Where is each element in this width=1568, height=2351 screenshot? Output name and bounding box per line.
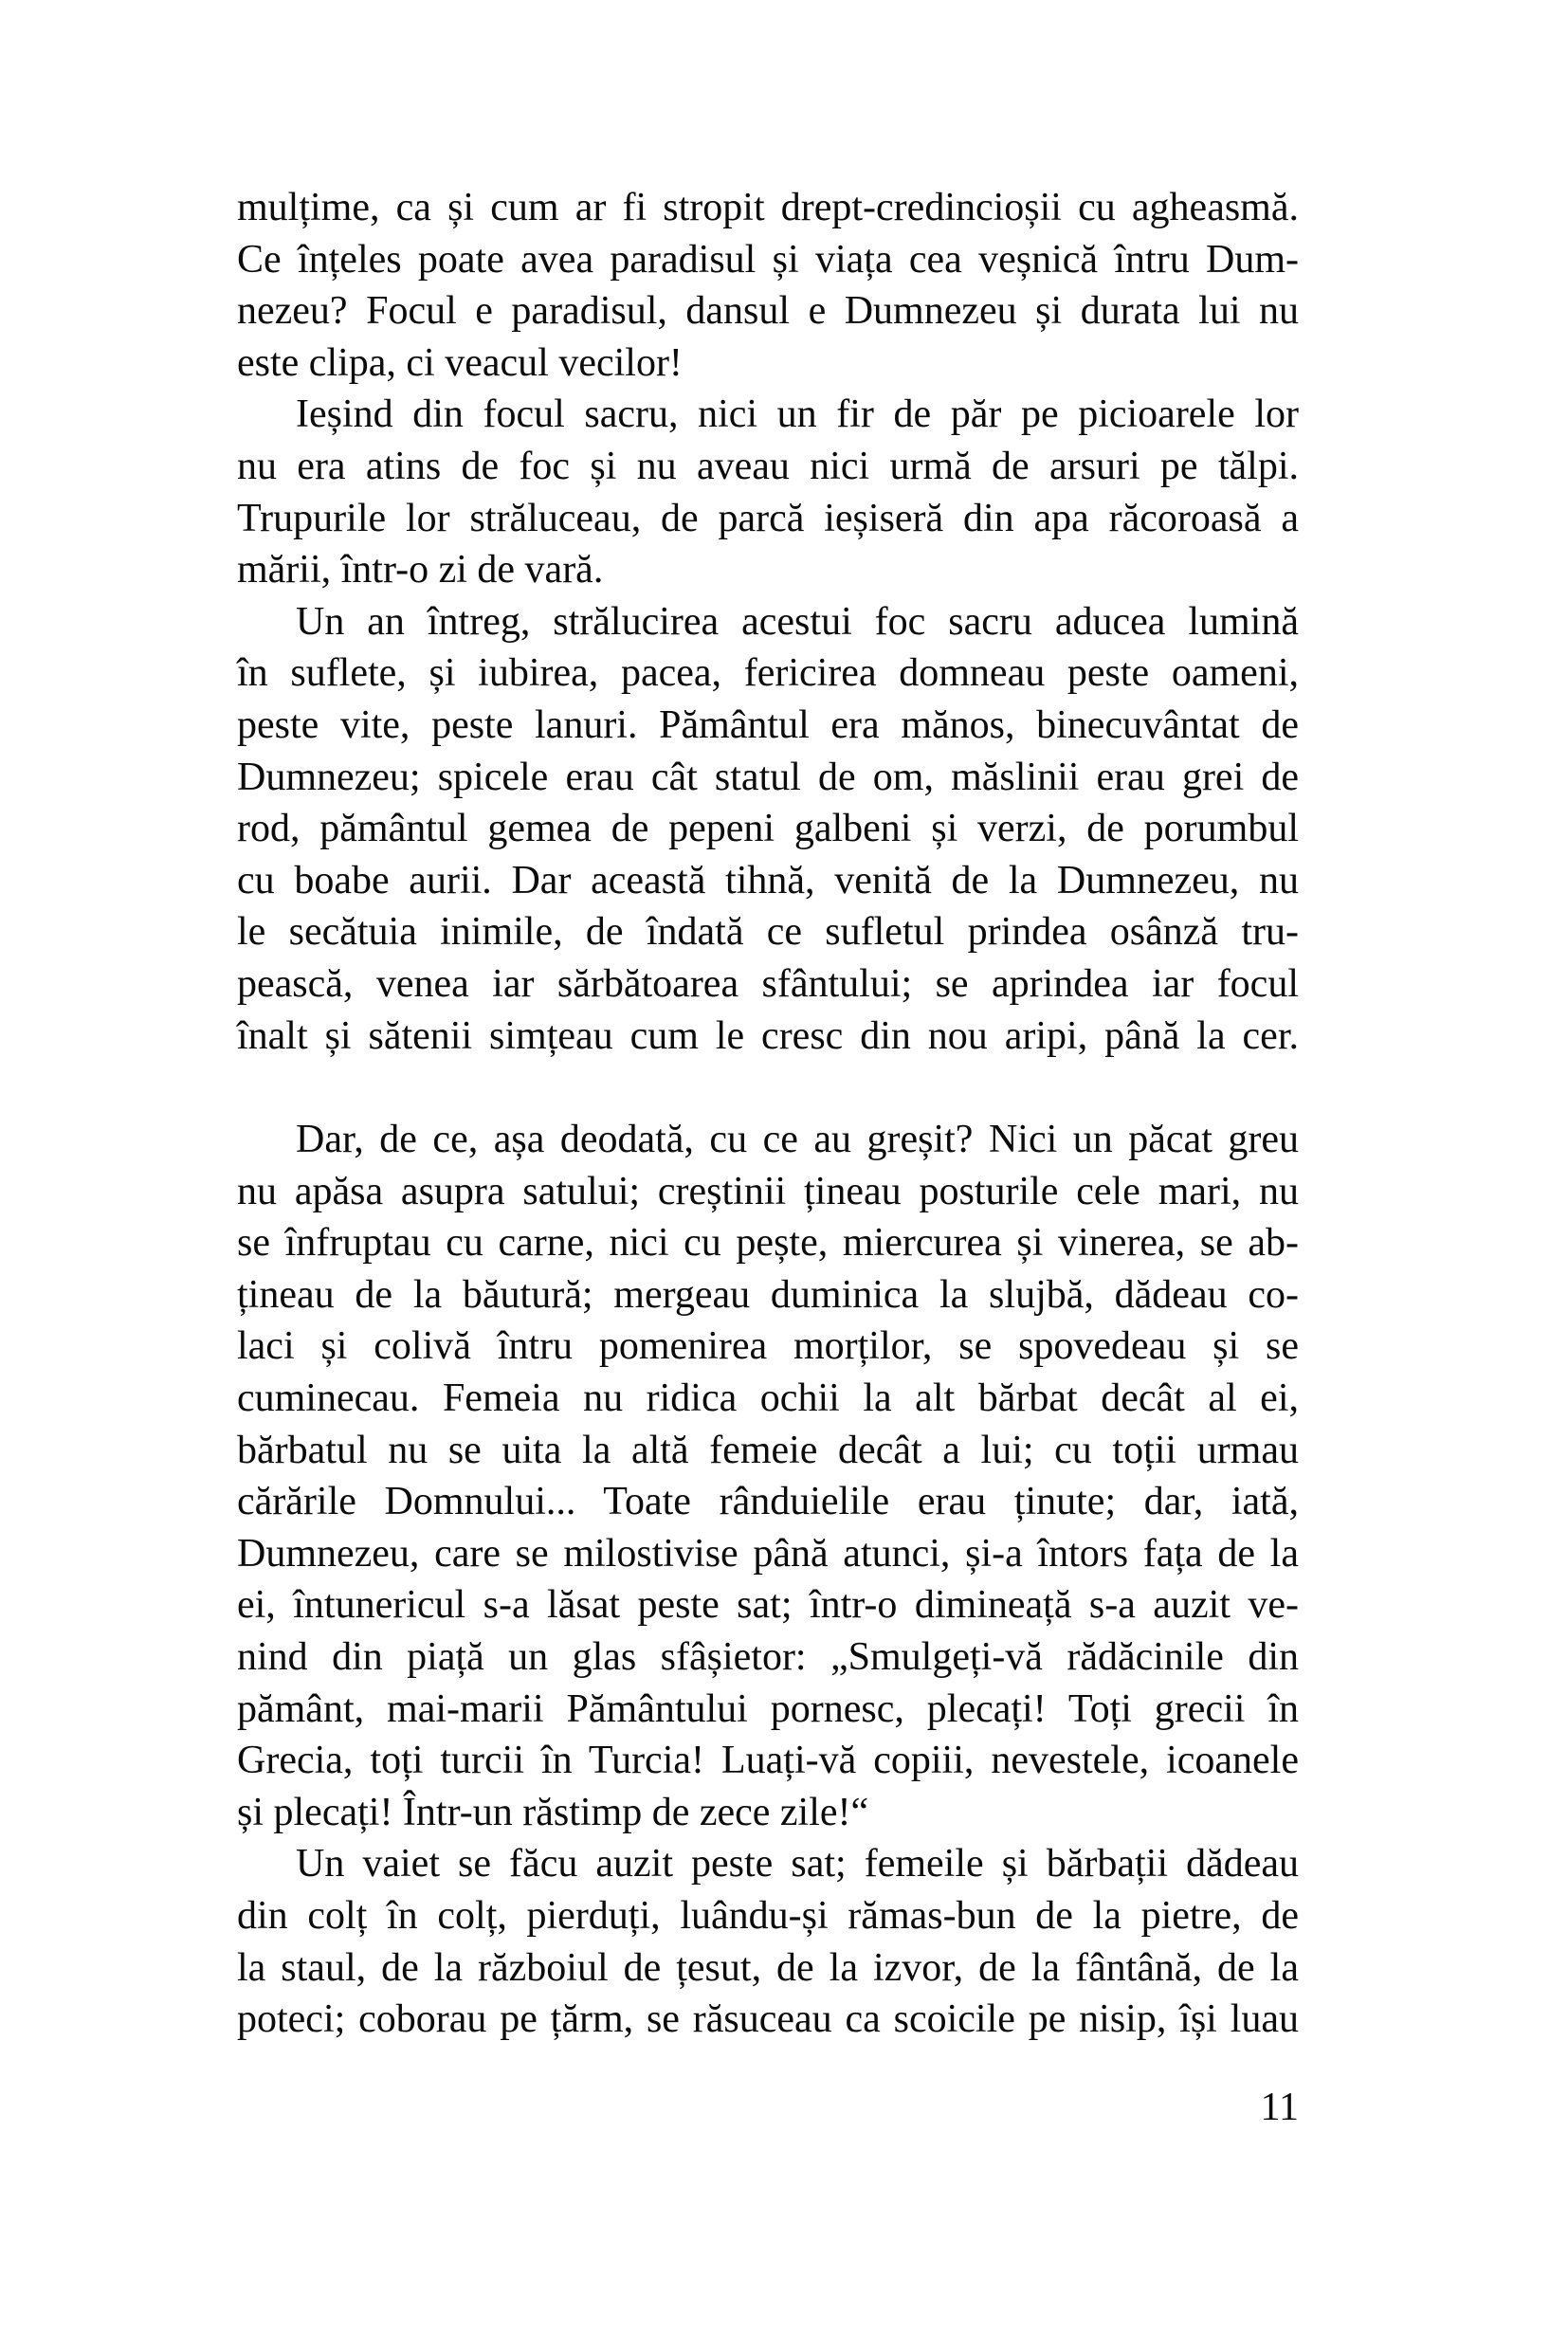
text-line: Un an întreg, strălucirea acestui foc sacru aducea lumină: [296, 599, 1299, 644]
text-line: nu era atins de foc și nu aveau nici urmă de arsuri pe tălpi.: [237, 444, 1299, 488]
text-line: și plecați! Într-un răstimp de zece zile!“: [237, 1790, 869, 1834]
text-line: mării, într-o zi de vară.: [237, 548, 604, 592]
text-line: la staul, de la războiul de țesut, de la izvor, de la fântână, de la: [237, 1945, 1299, 1990]
text-line: Ieșind din focul sacru, nici un fir de păr pe picioarele lor: [296, 392, 1299, 437]
text-line: Dumnezeu; spicele erau cât statul de om, măslinii erau grei de: [237, 755, 1299, 799]
text-line: nu apăsa asupra satului; creștinii țineau posturile cele mari, nu: [237, 1169, 1299, 1213]
text-line: rod, pământul gemea de pepeni galbeni și verzi, de porumbul: [237, 807, 1299, 851]
text-line: le secătuia inimile, de îndată ce sufletul prindea osânză tru-: [237, 910, 1299, 955]
text-line: este clipa, ci veacul vecilor!: [237, 340, 683, 385]
text-line: nind din piață un glas sfâșietor: „Smulgeți-vă rădăcinile din: [237, 1635, 1299, 1680]
paragraph: [237, 389, 1299, 595]
text-line: Ce înțeles poate avea paradisul și viața cea veșnică întru Dum-: [237, 237, 1299, 282]
body-text: [237, 182, 1299, 2046]
paragraph: [237, 596, 1299, 1062]
text-line: Dar, de ce, așa deodată, cu ce au greșit? Nici un păcat greu: [296, 1118, 1299, 1162]
text-line: Trupurile lor străluceau, de parcă ieșiseră din apa răcoroasă a: [237, 496, 1299, 540]
text-line: în suflete, și iubirea, pacea, fericirea domneau peste oameni,: [237, 651, 1299, 696]
text-line: țineau de la băutură; mergeau duminica la slujbă, dădeau co-: [237, 1272, 1299, 1317]
text-line: Dumnezeu, care se milostivise până atunci, și-a întors fața de la: [237, 1531, 1299, 1576]
text-line: cărările Domnului... Toate rânduielile erau ținute; dar, iată,: [237, 1480, 1299, 1524]
text-line: ei, întunericul s-a lăsat peste sat; într-o dimineață s-a auzit ve-: [237, 1583, 1299, 1628]
text-line: se înfruptau cu carne, nici cu pește, miercurea și vinerea, se ab-: [237, 1221, 1299, 1266]
text-line: Un vaiet se făcu auzit peste sat; femeile și bărbații dădeau: [296, 1842, 1299, 1886]
text-line: înalt și sătenii simțeau cum le cresc din nou aripi, până la cer.: [237, 1013, 1299, 1058]
page-number: 11: [1260, 2086, 1299, 2129]
text-line: peste vite, peste lanuri. Pământul era mănos, binecuvântat de: [237, 702, 1299, 747]
text-line: pământ, mai-marii Pământului pornesc, plecați! Toți grecii în: [237, 1686, 1299, 1731]
paragraph: [237, 182, 1299, 389]
text-line: laci și colivă întru pomenirea morților, se spovedeau și se: [237, 1324, 1299, 1369]
paragraph: [237, 1838, 1299, 2045]
text-line: mulțime, ca și cum ar fi stropit drept-credincioșii cu agheasmă.: [237, 186, 1299, 229]
text-line: nezeu? Focul e paradisul, dansul e Dumnezeu și durata lui nu: [237, 289, 1299, 334]
text-line: din colț în colț, pierduți, luându-și rămas-bun de la pietre, de: [237, 1894, 1299, 1938]
text-line: cuminecau. Femeia nu ridica ochii la alt bărbat decât al ei,: [237, 1376, 1299, 1421]
text-line: pească, venea iar sărbătoarea sfântului; se aprindea iar focul: [237, 961, 1299, 1006]
text-line: poteci; coborau pe țărm, se răsuceau ca scoicile pe nisip, își luau: [237, 1997, 1299, 2042]
text-line: cu boabe aurii. Dar această tihnă, venită de la Dumnezeu, nu: [237, 858, 1299, 902]
text-line: Grecia, toți turcii în Turcia! Luați-vă copiii, nevestele, icoanele: [237, 1739, 1299, 1783]
text-line: bărbatul nu se uita la altă femeie decât a lui; cu toții urmau: [237, 1428, 1299, 1472]
paragraph: [237, 1114, 1299, 1838]
